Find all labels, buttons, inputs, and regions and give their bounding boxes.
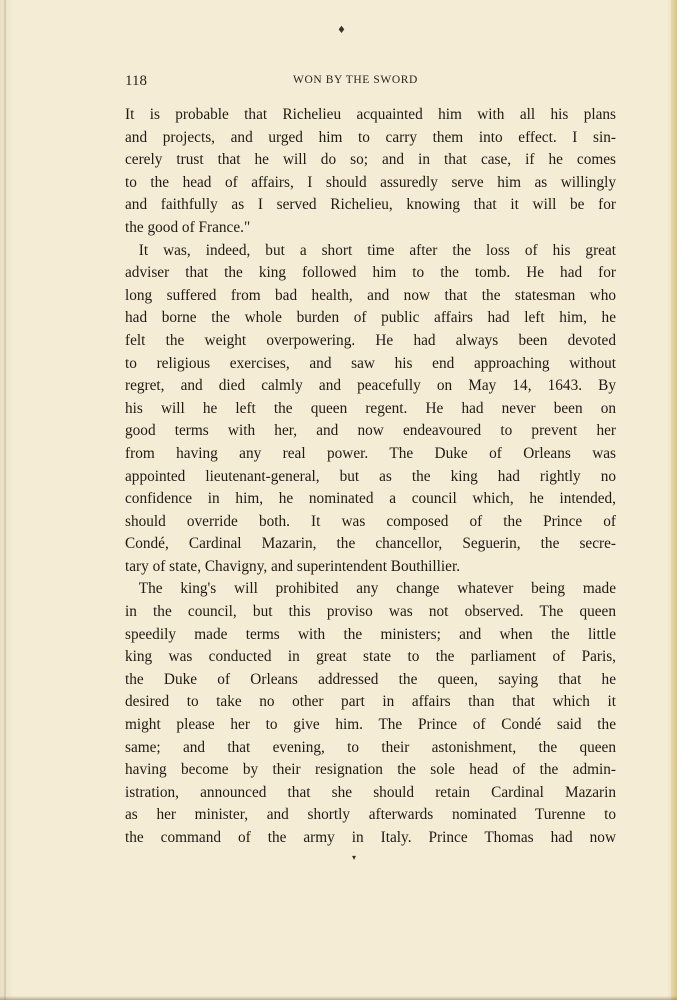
text-line: and projects, and urged him to carry them into effect. I sin- (125, 128, 616, 146)
text-line: the good of France." (125, 218, 251, 236)
page-bottom-edge (0, 996, 677, 1000)
text-line: might please her to give him. The Prince of Condé said the (125, 716, 616, 734)
text-line: confidence in him, he nominated a council which, he intended, (125, 490, 616, 508)
text-line: the command of the army in Italy. Prince Thomas had now (125, 829, 616, 846)
text-line: cerely trust that he will do so; and in that case, if he comes (125, 151, 616, 169)
text-line: had borne the whole burden of public affairs had left him, he (125, 309, 616, 327)
text-line: istration, announced that she should retain Cardinal Mazarin (125, 783, 616, 801)
ink-speck-bottom: ▾ (352, 853, 357, 862)
running-title: WON BY THE SWORD (293, 74, 418, 86)
page-header (125, 71, 615, 93)
page-number: 118 (125, 73, 147, 89)
text-line: to religious exercises, and saw his end approaching without (125, 354, 616, 372)
text-line: from having any real power. The Duke of Orleans was (125, 444, 616, 462)
text-line: long suffered from bad health, and now that the statesman who (125, 286, 616, 304)
text-line: having become by their resignation the sole head of the admin- (125, 761, 616, 779)
text-line: The king's will prohibited any change whatever being made (138, 580, 616, 598)
body-text (125, 104, 616, 850)
text-line: It is probable that Richelieu acquainted him with all his plans (125, 106, 616, 123)
text-line: same; and that evening, to their astonishment, the queen (125, 738, 616, 756)
text-line: and faithfully as I served Richelieu, knowing that it will be for (125, 196, 616, 214)
text-line: as her minister, and shortly afterwards nominated Turenne to (125, 806, 616, 824)
text-line: the Duke of Orleans addressed the queen, saying that he (125, 670, 616, 688)
text-line: his will he left the queen regent. He had never been on (125, 399, 616, 417)
text-line: adviser that the king followed him to the tomb. He had for (125, 264, 616, 282)
text-line: desired to take no other part in affairs than that which it (125, 693, 616, 711)
text-line: Condé, Cardinal Mazarin, the chancellor, Seguerin, the secre- (125, 535, 616, 553)
text-line: felt the weight overpowering. He had always been devoted (125, 331, 616, 349)
page-left-shadow (4, 0, 6, 1000)
text-line: It was, indeed, but a short time after the loss of his great (138, 241, 616, 259)
text-line: in the council, but this proviso was not observed. The queen (125, 603, 616, 621)
text-line: appointed lieutenant-general, but as the king had rightly no (125, 467, 616, 485)
page-right-edge (671, 0, 677, 1000)
text-line: regret, and died calmly and peacefully on May 14, 1643. By (125, 377, 616, 395)
text-line: good terms with her, and now endeavoured to prevent her (125, 422, 616, 440)
text-line: tary of state, Chavigny, and superintendent Bouthillier. (125, 557, 461, 575)
text-line: speedily made terms with the ministers; and when the little (125, 625, 616, 643)
text-line: king was conducted in great state to the parliament of Paris, (125, 648, 616, 666)
ink-speck-top: ♦ (337, 25, 346, 36)
text-line: should override both. It was composed of the Prince of (125, 512, 616, 530)
text-line: to the head of affairs, I should assuredly serve him as willingly (125, 173, 616, 191)
